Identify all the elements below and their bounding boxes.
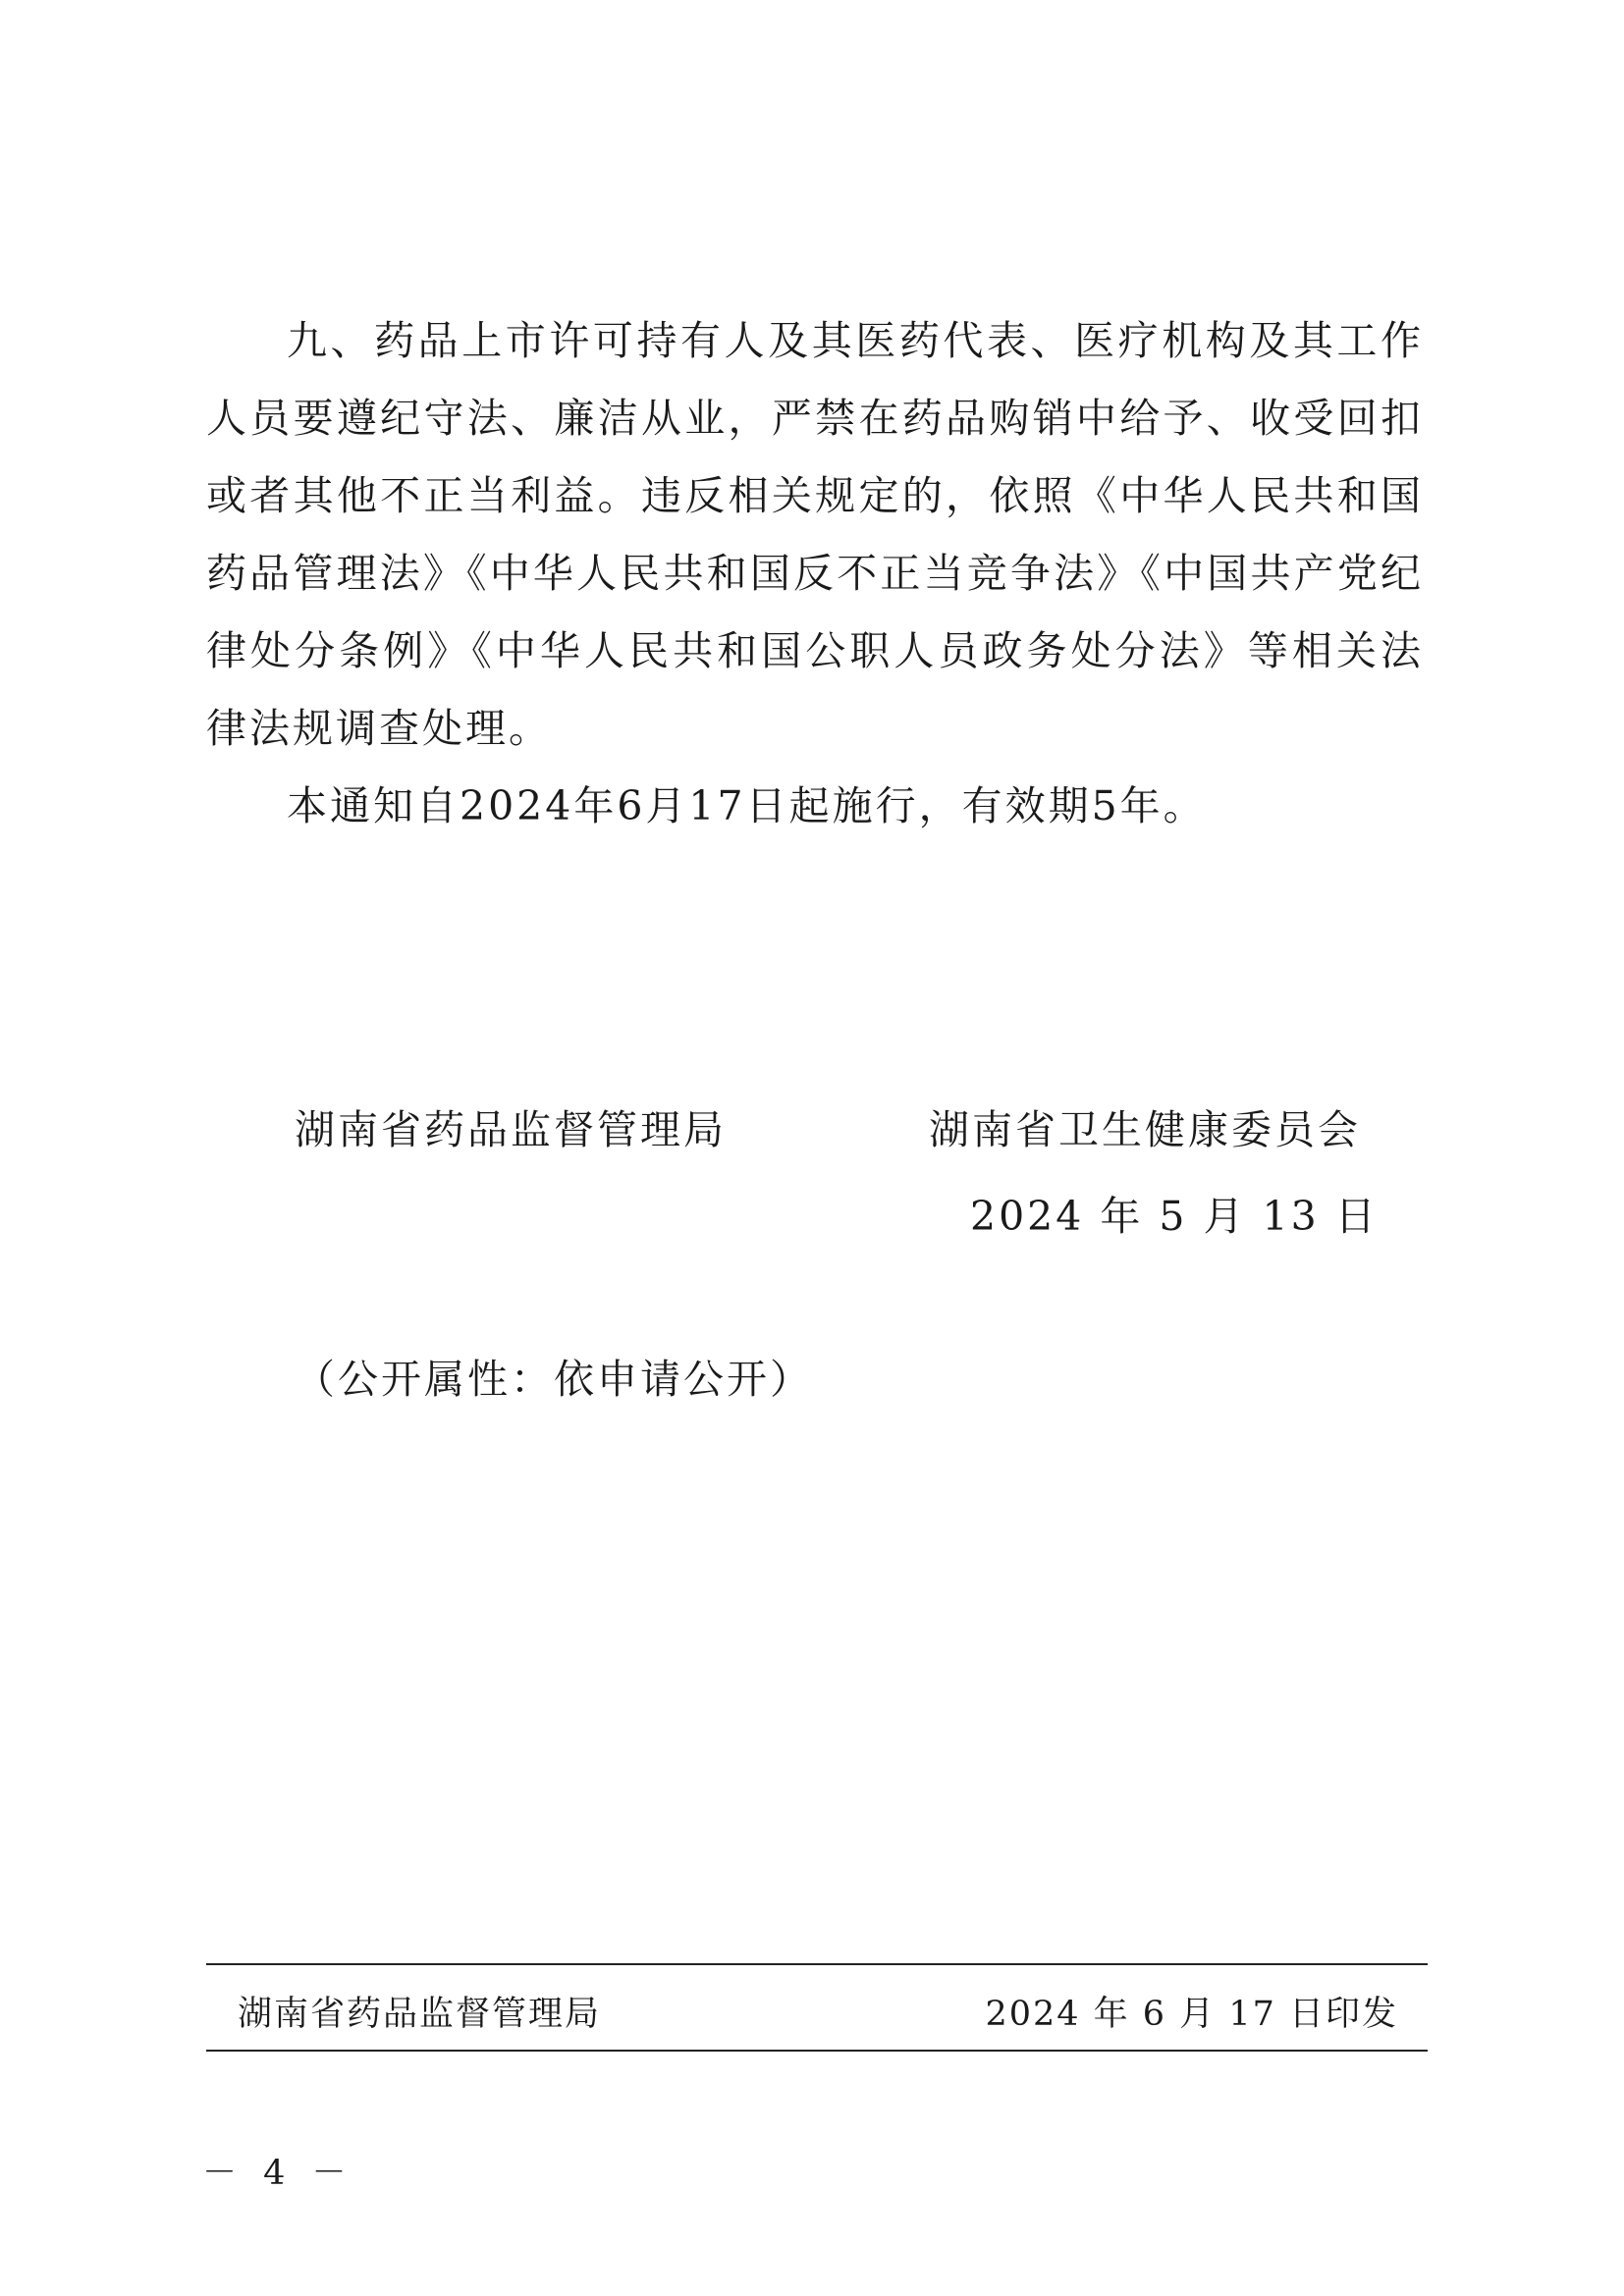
footer-issue-date: 2024 年 6 月 17 日印发	[985, 1995, 1398, 2034]
signature-drug-administration: 湖南省药品监督管理局	[295, 1106, 727, 1153]
signature-health-commission: 湖南省卫生健康委员会	[929, 1106, 1361, 1153]
paragraph-item-nine: 九、药品上市许可持有人及其医药代表、医疗机构及其工作人员要遵纪守法、廉洁从业，严禁在药品购销中给予、收受回扣或者其他不正当利益。违反相关规定的，依照《中华人民共和国药品管理法》《中华人民共和国反不正当竞争法》《中国共产党纪律处分条例》《中华人民共和国公职人员政务处分法》等相关法律法规调查处理。	[206, 317, 1424, 752]
footer-top-rule	[206, 1963, 1428, 1965]
disclosure-attribute: （公开属性：依申请公开）	[295, 1356, 813, 1403]
page-number: － 4 －	[202, 2154, 354, 2193]
paragraph-effective-date: 本通知自2024年6月17日起施行，有效期5年。	[287, 782, 1207, 829]
body-text	[206, 302, 1424, 845]
signature-date: 2024 年 5 月 13 日	[970, 1193, 1379, 1240]
footer-bottom-rule	[206, 2050, 1428, 2052]
footer-issuer: 湖南省药品监督管理局	[238, 1995, 602, 2034]
